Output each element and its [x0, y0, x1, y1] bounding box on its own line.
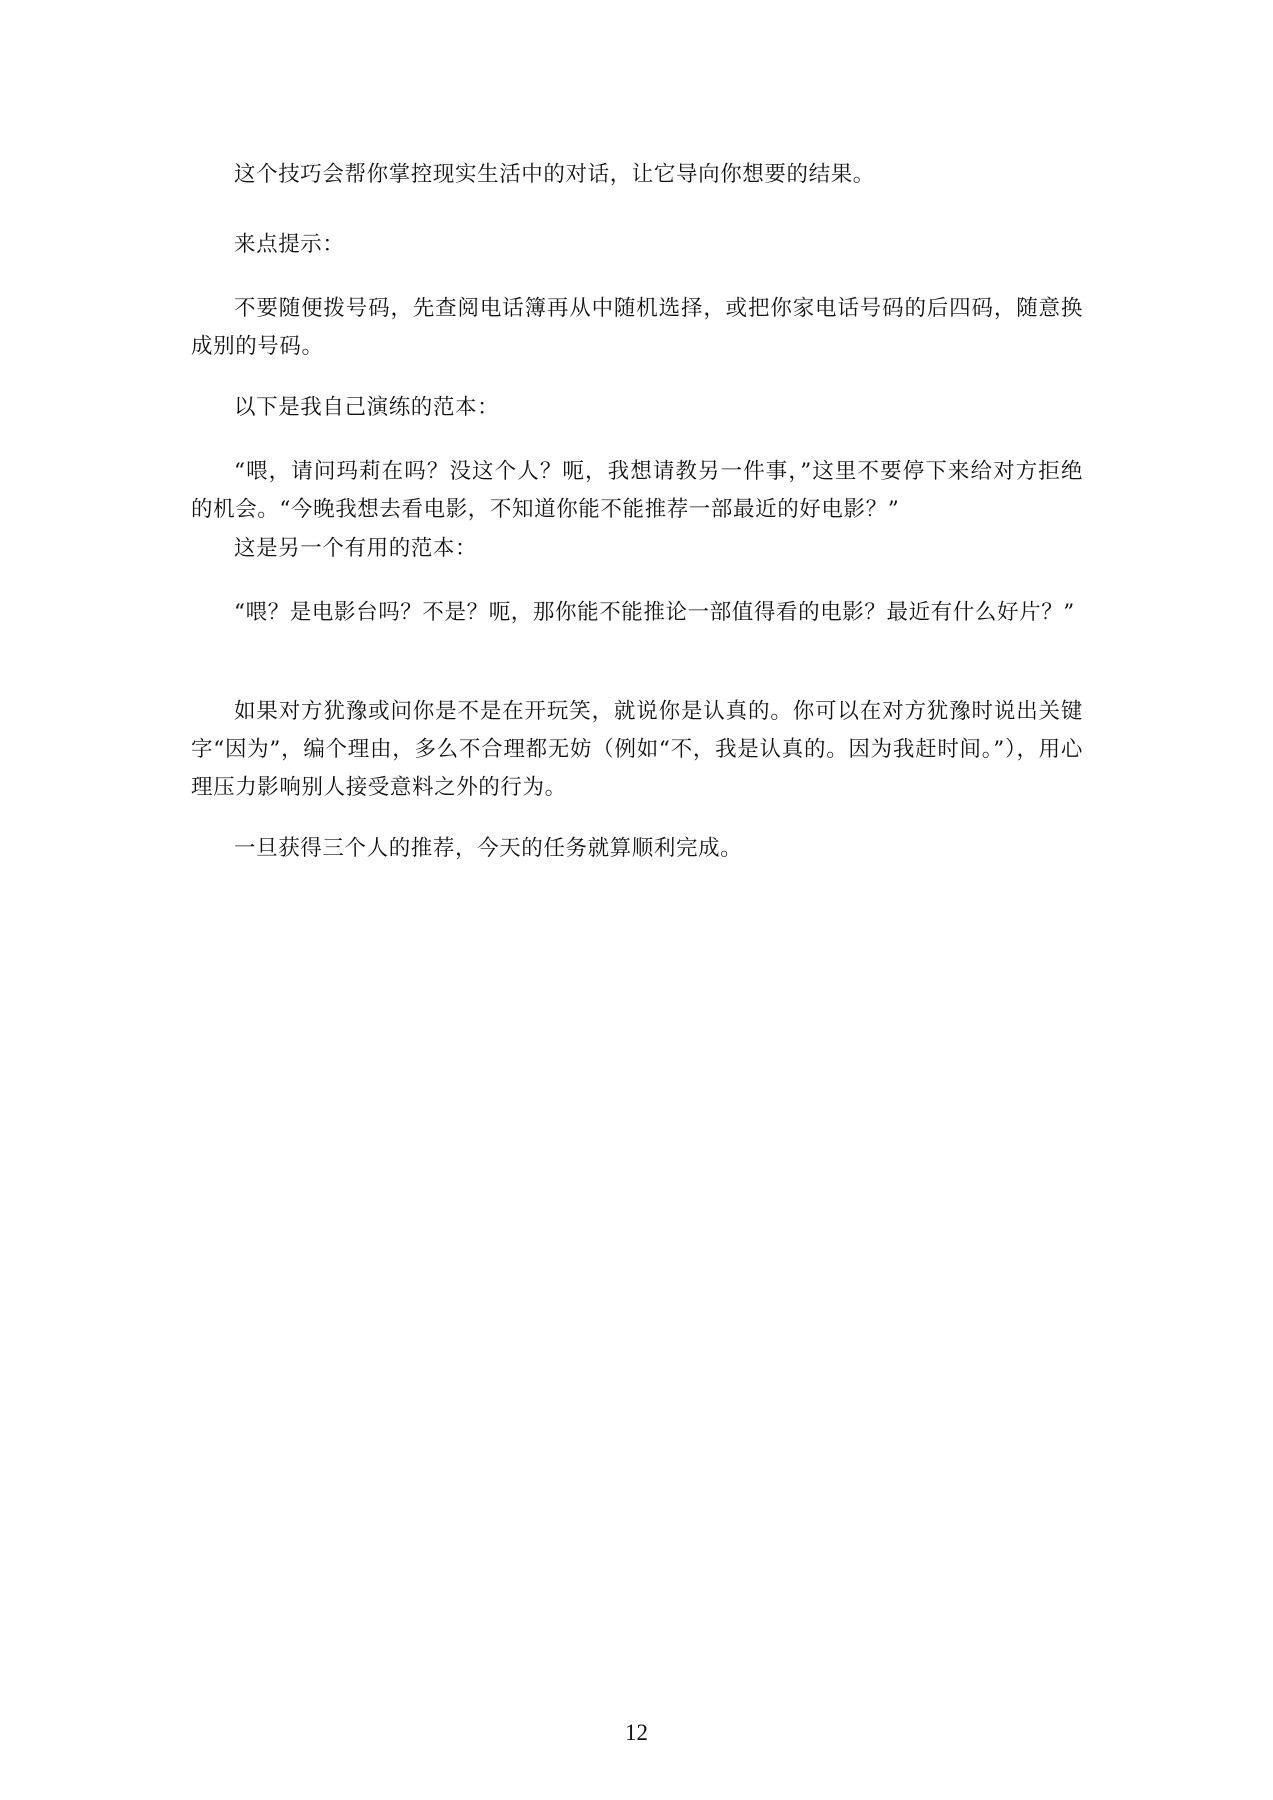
page-number: 12: [625, 1720, 648, 1745]
paragraph-tips-heading: 来点提示：: [234, 232, 345, 257]
paragraph-technique-intro: 这个技巧会帮你掌控现实生活中的对话，让它导向你想要的结果。: [234, 162, 875, 187]
paragraph-example-intro: 以下是我自己演练的范本：: [234, 395, 500, 420]
paragraph-example-two-intro: 这是另一个有用的范本：: [234, 536, 478, 561]
paragraph-task-complete: 一旦获得三个人的推荐，今天的任务就算顺利完成。: [234, 836, 743, 861]
paragraph-hesitation-advice: 如果对方犹豫或问你是不是在开玩笑，就说你是认真的。你可以在对方犹豫时说出关键字“因为”，编个理由，多么不合理都无妨（例如“不，我是认真的。因为我赶时间。”），用心理压力影响别人接受意料之外的行为。: [191, 699, 1083, 800]
paragraph-example-one: “喂，请问玛莉在吗？没这个人？呃，我想请教另一件事，”这里不要停下来给对方拒绝的机会。“今晚我想去看电影，不知道你能不能推荐一部最近的好电影？”: [191, 459, 1083, 522]
paragraph-example-two: “喂？是电影台吗？不是？呃，那你能不能推论一部值得看的电影？最近有什么好片？”: [234, 600, 1075, 625]
paragraph-dialing-tip: 不要随便拨号码，先查阅电话簿再从中随机选择，或把你家电话号码的后四码，随意换成别的号码。: [191, 296, 1083, 359]
